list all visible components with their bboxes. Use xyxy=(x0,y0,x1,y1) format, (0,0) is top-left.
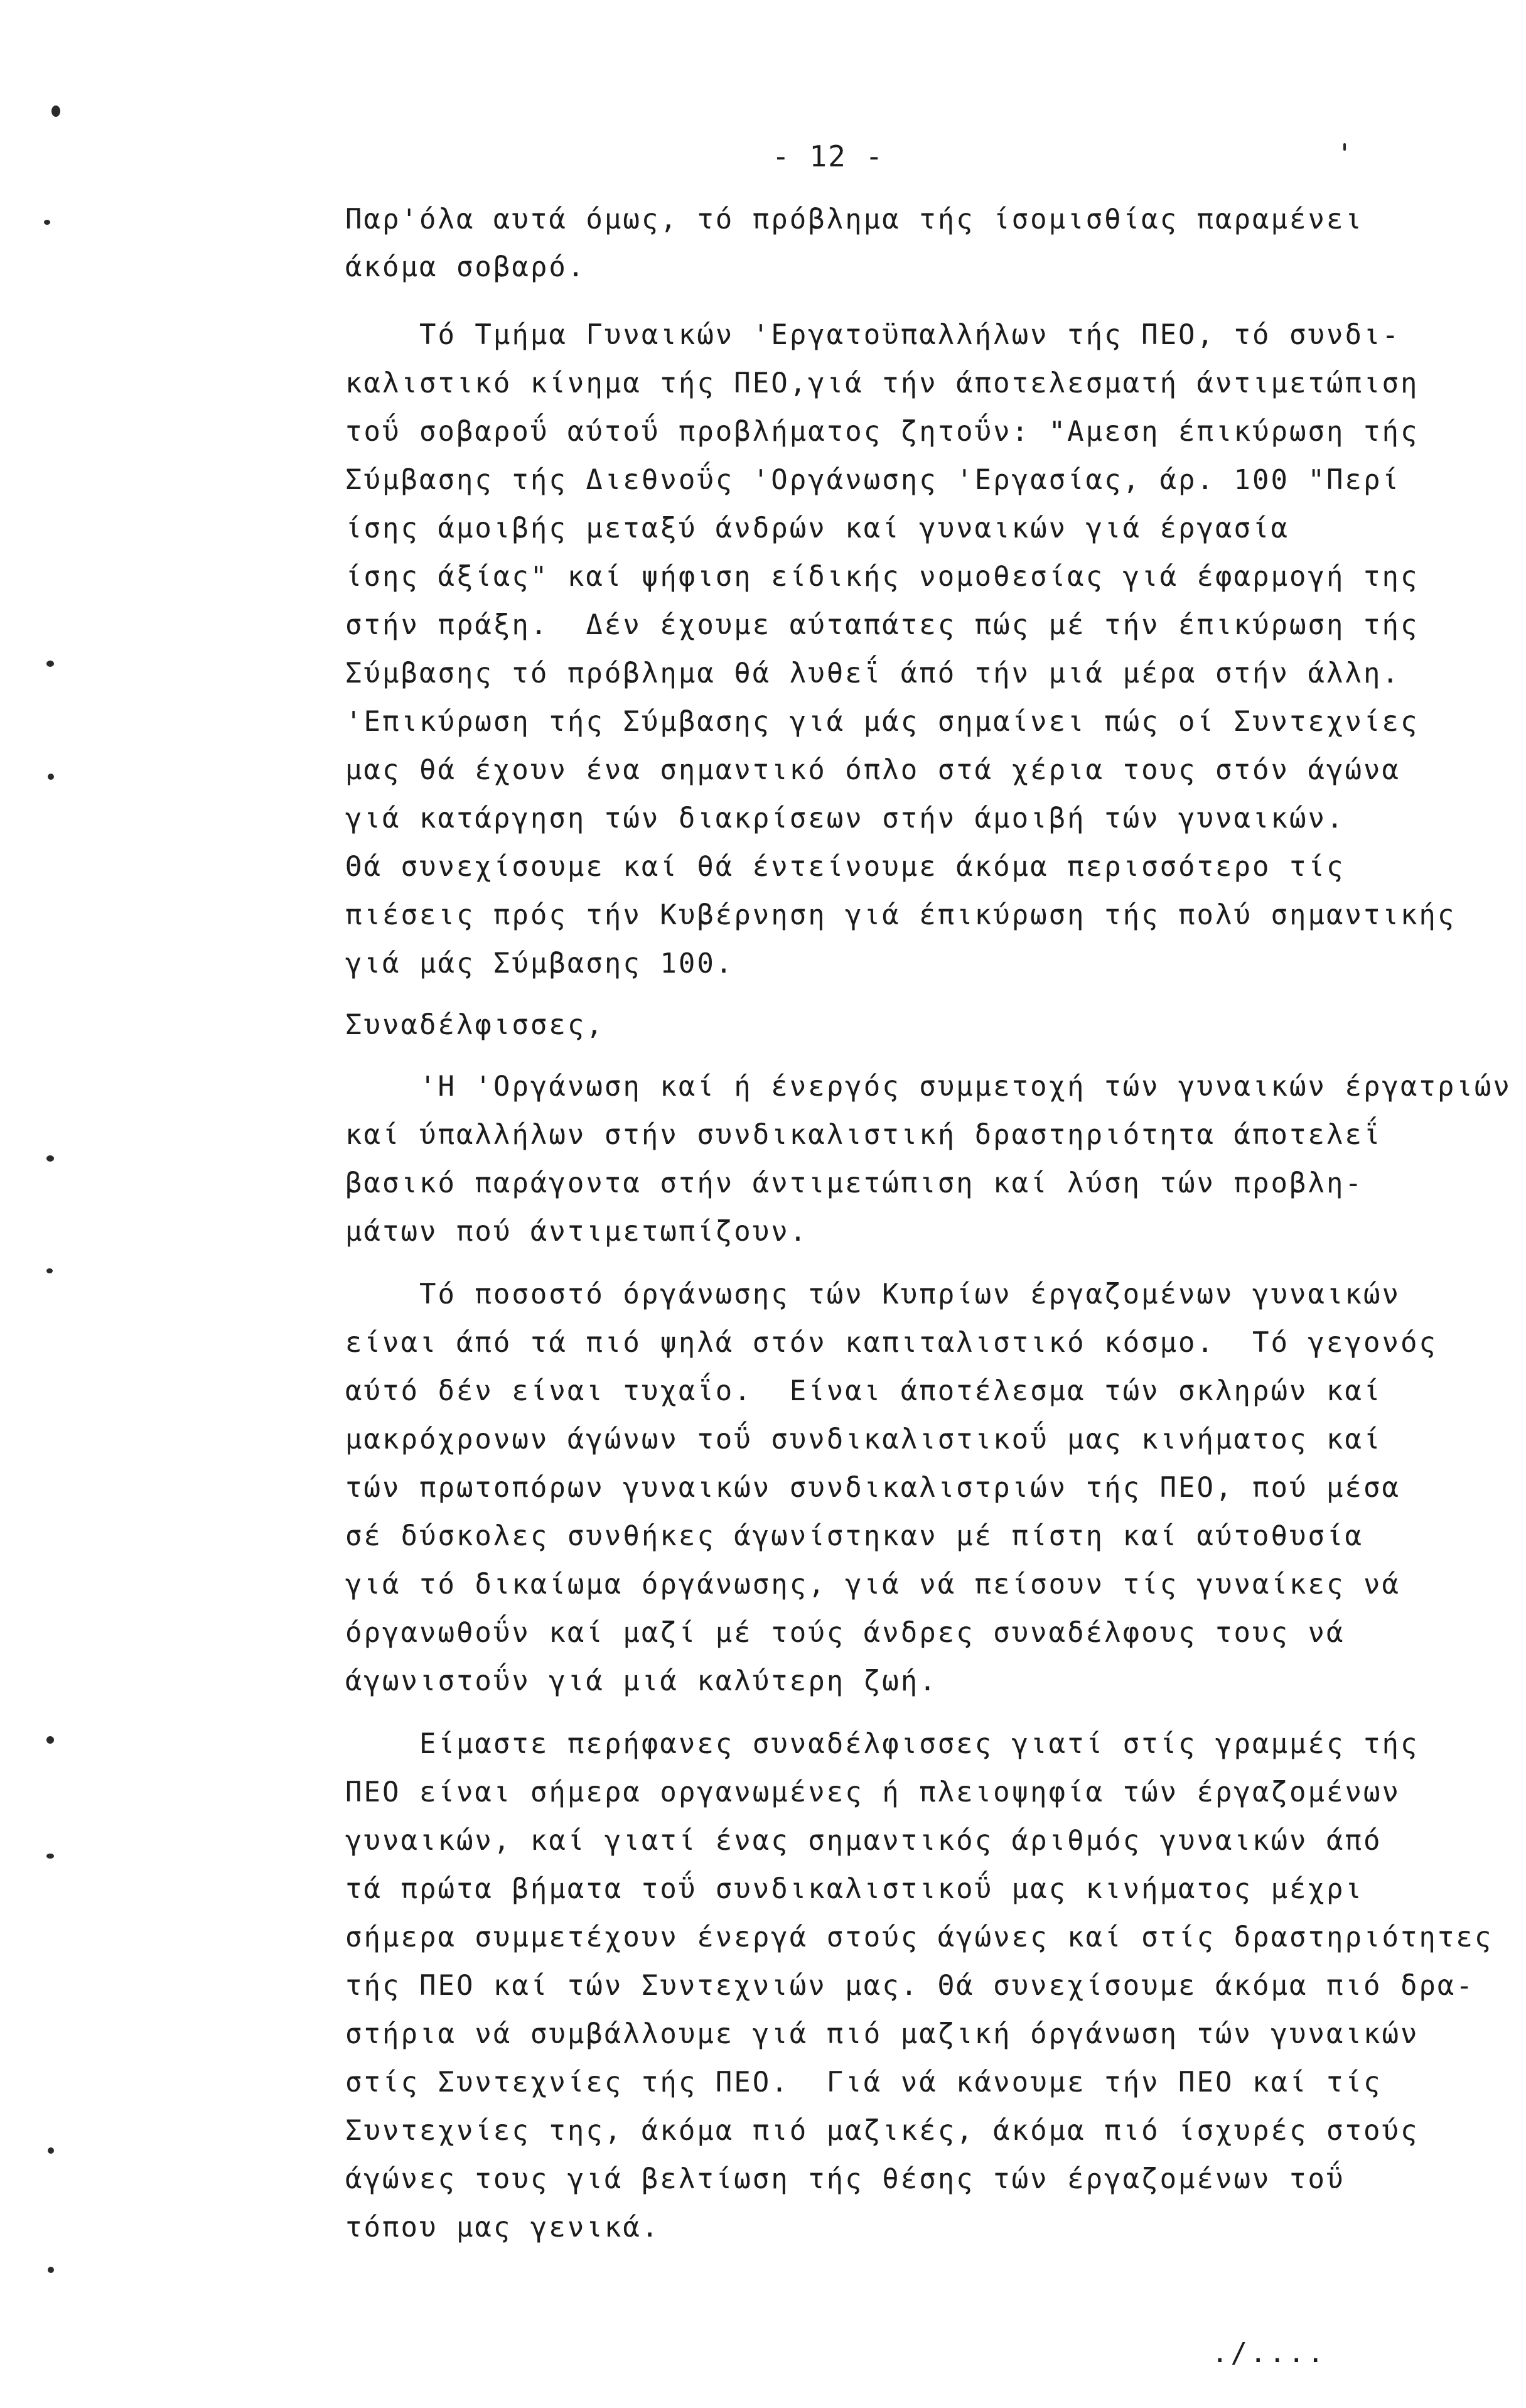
text-line: σήμερα συμμετέχουν ένεργά στούς άγώνες καί στίς δραστηριότητες xyxy=(345,1921,1493,1953)
text-line: τών πρωτοπόρων γυναικών συνδικαλιστριών τής ΠΕΟ, πού μέσα xyxy=(345,1472,1400,1504)
salutation: Συναδέλφισσες, xyxy=(345,1009,604,1041)
text-line: ίσης άμοιβής μεταξύ άνδρών καί γυναικών γιά έργασία xyxy=(345,512,1290,544)
text-line: αύτό δέν είναι τυχαΐο. Είναι άποτέλεσμα τών σκληρών καί xyxy=(345,1375,1382,1407)
text-line: στήν πράξη. Δέν έχουμε αύταπάτες πώς μέ τήν έπικύρωση τής xyxy=(345,609,1419,641)
text-line: Θά συνεχίσουμε καί θά έντείνουμε άκόμα περισσότερο τίς xyxy=(345,851,1345,883)
text-line: γιά τό δικαίωμα όργάνωσης, γιά νά πείσουν τίς γυναίκες νά xyxy=(345,1568,1400,1601)
text-line: είναι άπό τά πιό ψηλά στόν καπιταλιστικό κόσμο. Τό γεγονός xyxy=(345,1327,1437,1359)
margin-speck xyxy=(48,774,54,780)
margin-speck xyxy=(46,661,54,667)
margin-speck xyxy=(46,1268,53,1273)
margin-speck xyxy=(46,1736,54,1744)
text-line: γιά μάς Σύμβασης 100. xyxy=(345,948,734,980)
text-line: μάτων πού άντιμετωπίζουν. xyxy=(345,1216,809,1248)
text-line: Σύμβασης τό πρόβλημα θά λυθεΐ άπό τήν μιά μέρα στήν άλλη. xyxy=(345,657,1400,689)
text-line: μας θά έχουν ένα σημαντικό όπλο στά χέρια τους στόν άγώνα xyxy=(345,754,1400,786)
text-line: Σύμβασης τής Διεθνοΰς 'Οργάνωσης 'Εργασίας, άρ. 100 "Περί xyxy=(345,464,1400,496)
text-line: βασικό παράγοντα στήν άντιμετώπιση καί λύση τών προβλη- xyxy=(345,1167,1363,1199)
text-line: άκόμα σοβαρό. xyxy=(345,251,586,283)
text-line: 'Επικύρωση τής Σύμβασης γιά μάς σημαίνει πώς οί Συντεχνίες xyxy=(345,706,1419,738)
margin-speck xyxy=(46,1155,54,1162)
text-line: 'Η 'Οργάνωση καί ή ένεργός συμμετοχή τών γυναικών έργατριών xyxy=(345,1071,1512,1103)
margin-speck xyxy=(44,220,50,225)
text-line: καλιστικό κίνημα τής ΠΕΟ,γιά τήν άποτελεσματή άντιμετώπιση xyxy=(345,367,1419,399)
text-line: στίς Συντεχνίες τής ΠΕΟ. Γιά νά κάνουμε τήν ΠΕΟ καί τίς xyxy=(345,2066,1382,2098)
text-line: ίσης άξίας" καί ψήφιση είδικής νομοθεσίας γιά έφαρμογή της xyxy=(345,561,1419,593)
text-line: όργανωθοΰν καί μαζί μέ τούς άνδρες συναδέλφους τους νά xyxy=(345,1617,1345,1649)
text-line: Είμαστε περήφανες συναδέλφισσες γιατί στίς γραμμές τής xyxy=(345,1728,1419,1760)
text-line: τής ΠΕΟ καί τών Συντεχνιών μας. Θά συνεχίσουμε άκόμα πιό δρα- xyxy=(345,1970,1475,2002)
text-line: καί ύπαλλήλων στήν συνδικαλιστική δραστηριότητα άποτελεΐ xyxy=(345,1119,1382,1151)
margin-speck xyxy=(1343,143,1346,151)
text-line: τόπου μας γενικά. xyxy=(345,2211,660,2243)
margin-speck xyxy=(46,1854,54,1859)
text-line: ΠΕΟ είναι σήμερα οργανωμένες ή πλειοψηφία τών έργαζομένων xyxy=(345,1776,1400,1808)
text-line: γυναικών, καί γιατί ένας σημαντικός άριθμός γυναικών άπό xyxy=(345,1825,1382,1857)
page-number: - 12 - xyxy=(772,139,884,173)
margin-speck xyxy=(48,2267,54,2273)
margin-speck xyxy=(51,105,60,117)
margin-speck xyxy=(48,2147,54,2154)
text-line: Συντεχνίες της, άκόμα πιό μαζικές, άκόμα πιό ίσχυρές στούς xyxy=(345,2115,1419,2147)
continuation-mark: ./.... xyxy=(1212,2337,1326,2369)
text-line: σέ δύσκολες συνθήκες άγωνίστηκαν μέ πίστη καί αύτοθυσία xyxy=(345,1520,1363,1552)
text-line: άγώνες τους γιά βελτίωση τής θέσης τών έργαζομένων τοΰ xyxy=(345,2163,1345,2195)
text-line: άγωνιστοΰν γιά μιά καλύτερη ζωή. xyxy=(345,1665,938,1697)
text-line: Παρ'όλα αυτά όμως, τό πρόβλημα τής ίσομισθίας παραμένει xyxy=(345,203,1363,235)
text-line: Τό Τμήμα Γυναικών 'Εργατοϋπαλλήλων τής ΠΕΟ, τό συνδι- xyxy=(345,319,1400,351)
text-line: Τό ποσοστό όργάνωσης τών Κυπρίων έργαζομένων γυναικών xyxy=(345,1278,1400,1310)
text-line: τοΰ σοβαροΰ αύτοΰ προβλήματος ζητοΰν: "Αμεση έπικύρωση τής xyxy=(345,416,1419,448)
text-line: στήρια νά συμβάλλουμε γιά πιό μαζική όργάνωση τών γυναικών xyxy=(345,2018,1419,2050)
text-line: πιέσεις πρός τήν Κυβέρνηση γιά έπικύρωση τής πολύ σημαντικής xyxy=(345,899,1456,931)
text-line: τά πρώτα βήματα τοΰ συνδικαλιστικοΰ μας κινήματος μέχρι xyxy=(345,1873,1363,1905)
text-line: μακρόχρονων άγώνων τοΰ συνδικαλιστικοΰ μας κινήματος καί xyxy=(345,1423,1382,1455)
text-line: γιά κατάργηση τών διακρίσεων στήν άμοιβή τών γυναικών. xyxy=(345,802,1345,834)
